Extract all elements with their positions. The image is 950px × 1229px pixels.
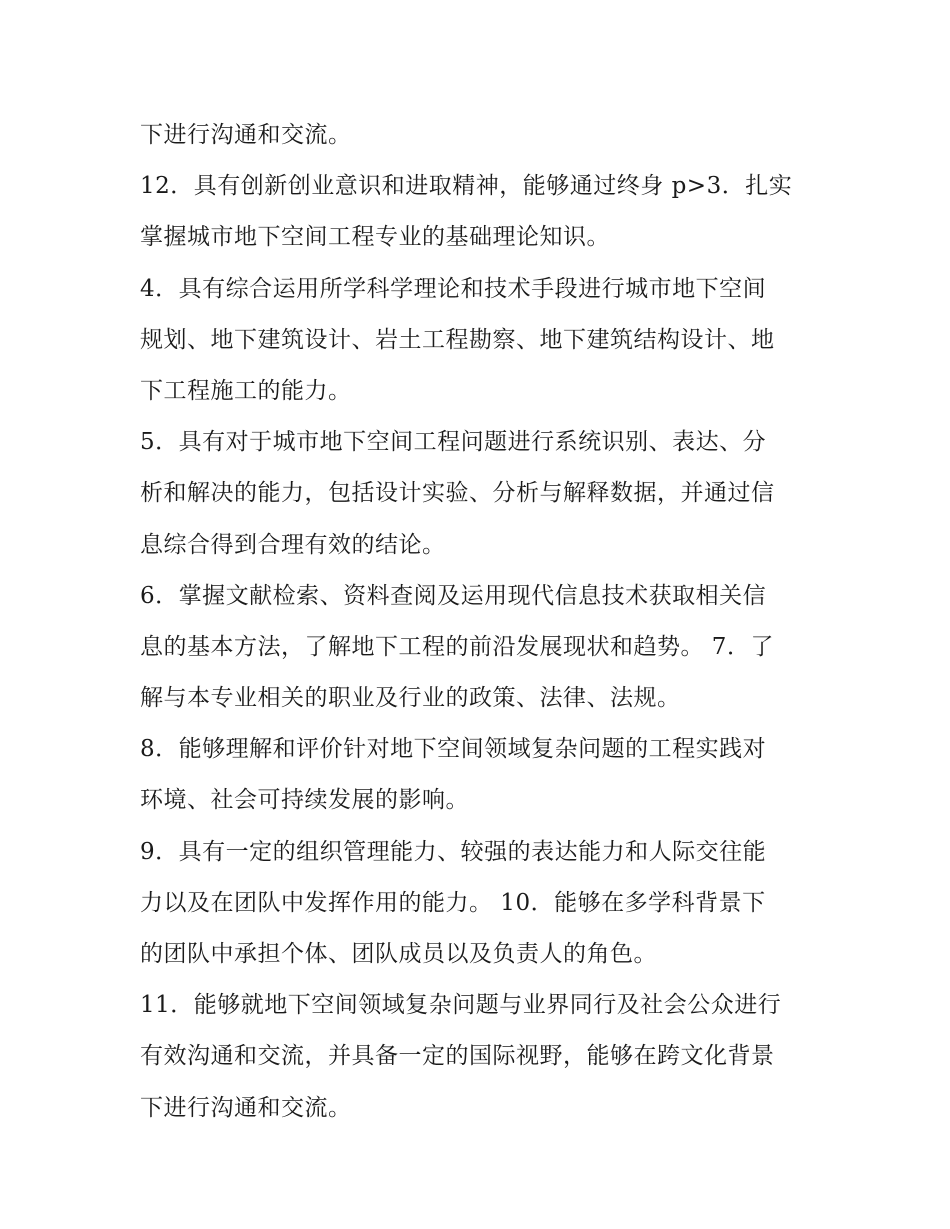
text-line-6: 下工程施工的能力。 bbox=[140, 377, 352, 404]
text-line-11: 息的基本方法，了解地下工程的前沿发展现状和趋势。 7．了 bbox=[140, 633, 774, 660]
text-line-19: 有效沟通和交流，并具备一定的国际视野，能够在跨文化背景 bbox=[140, 1043, 775, 1070]
text-line-10: 6．掌握文献检索、资料查阅及运用现代信息技术获取相关信 bbox=[140, 582, 767, 609]
text-line-4: 4．具有综合运用所学科学理论和技术手段进行城市地下空间 bbox=[140, 275, 767, 302]
text-line-2: 12．具有创新创业意识和进取精神，能够通过终身 p>3．扎实 bbox=[140, 173, 793, 200]
text-line-16: 力以及在团队中发挥作用的能力。 10．能够在多学科背景下 bbox=[140, 889, 766, 916]
text-line-18: 11．能够就地下空间领域复杂问题与业界同行及社会公众进行 bbox=[140, 992, 782, 1019]
text-line-7: 5．具有对于城市地下空间工程问题进行系统识别、表达、分 bbox=[140, 429, 767, 456]
text-line-17: 的团队中承担个体、团队成员以及负责人的角色。 bbox=[140, 941, 657, 967]
text-line-3: 掌握城市地下空间工程专业的基础理论知识。 bbox=[140, 224, 610, 251]
text-line-9: 息综合得到合理有效的结论。 bbox=[140, 531, 446, 558]
text-line-13: 8．能够理解和评价针对地下空间领域复杂问题的工程实践对 bbox=[140, 736, 767, 763]
text-line-1: 下进行沟通和交流。 bbox=[140, 122, 352, 148]
text-line-8: 析和解决的能力，包括设计实验、分析与解释数据，并通过信 bbox=[140, 480, 775, 507]
text-line-5: 规划、地下建筑设计、岩土工程勘察、地下建筑结构设计、地 bbox=[140, 326, 775, 353]
text-line-14: 环境、社会可持续发展的影响。 bbox=[140, 787, 469, 814]
text-line-20: 下进行沟通和交流。 bbox=[140, 1094, 352, 1121]
text-line-15: 9．具有一定的组织管理能力、较强的表达能力和人际交往能 bbox=[140, 838, 767, 865]
document-body bbox=[140, 110, 820, 1134]
text-line-12: 解与本专业相关的职业及行业的政策、法律、法规。 bbox=[140, 685, 681, 712]
